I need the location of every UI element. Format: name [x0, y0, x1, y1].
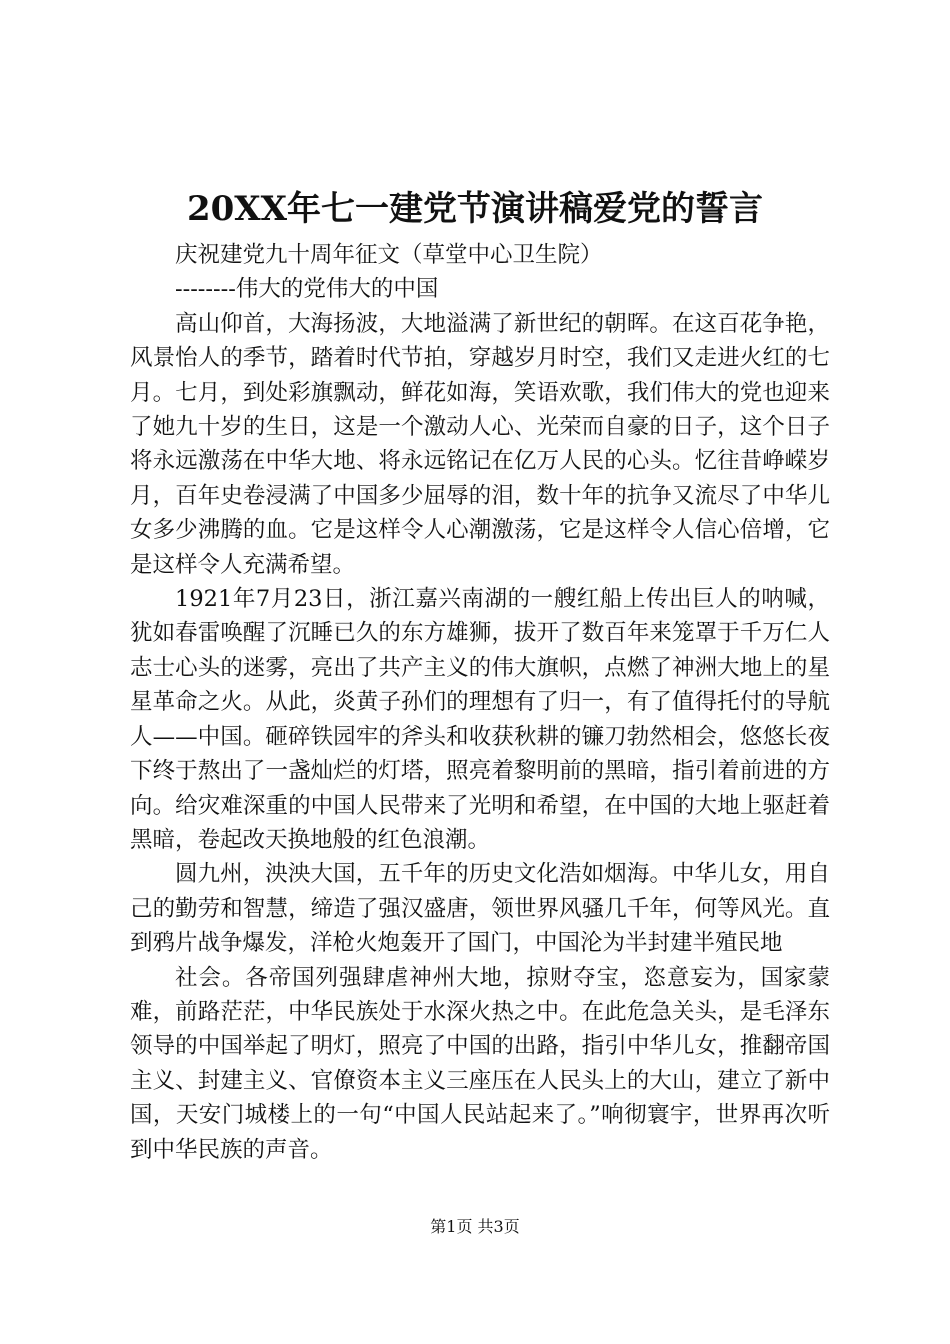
- paragraph: 圆九州，泱泱大国，五千年的历史文化浩如烟海。中华儿女，用自己的勤劳和智慧，缔造了强汉盛唐，领世界风骚几千年，何等风光。直到鸦片战争爆发，洋枪火炮轰开了国门，中国沦为半封建半殖民地: [130, 861, 830, 957]
- paragraph: 1921年7月23日，浙江嘉兴南湖的一艘红船上传出巨人的呐喊，犹如春雷唤醒了沉睡已久的东方雄狮，拔开了数百年来笼罩于千万仁人志士心头的迷雾，亮出了共产主义的伟大旗帜，点燃了神洲大地上的星星革命之火。从此，炎黄子孙们的理想有了归一，有了值得托付的导航人——中国。砸碎铁园牢的斧头和收获秋耕的镰刀勃然相会，悠悠长夜下终于熬出了一盏灿烂的灯塔，照亮着黎明前的黑暗，指引着前进的方向。给灾难深重的中国人民带来了光明和希望，在中国的大地上驱赶着黑暗，卷起改天换地般的红色浪潮。: [130, 586, 830, 853]
- subtitle-line-1: 庆祝建党九十周年征文（草堂中心卫生院）: [175, 242, 603, 268]
- paragraph: 高山仰首，大海扬波，大地溢满了新世纪的朝晖。在这百花争艳，风景怡人的季节，踏着时代节拍，穿越岁月时空，我们又走进火红的七月。七月，到处彩旗飘动，鲜花如海，笑语欢歌，我们伟大的党也迎来了她九十岁的生日，这是一个激动人心、光荣而自豪的日子，这个日子将永远激荡在中华大地、将永远铭记在亿万人民的心头。忆往昔峥嵘岁月，百年史卷浸满了中国多少屈辱的泪，数十年的抗争又流尽了中华儿女多少沸腾的血。它是这样令人心潮激荡，它是这样令人信心倍增，它是这样令人充满希望。: [130, 310, 830, 578]
- page-number: 第1页 共3页: [430, 1217, 520, 1236]
- document-title: 20XX年七一建党节演讲稿爱党的誓言: [186, 189, 764, 229]
- paragraph: 社会。各帝国列强肆虐神州大地，掠财夺宝，恣意妄为，国家蒙难，前路茫茫，中华民族处于水深火热之中。在此危急关头，是毛泽东领导的中国举起了明灯，照亮了中国的出路，指引中华儿女，推翻帝国主义、封建主义、官僚资本主义三座压在人民头上的大山，建立了新中国，天安门城楼上的一句“中国人民站起来了。”响彻寰宇，世界再次听到中华民族的声音。: [130, 964, 830, 1163]
- subtitle-line-2: --------伟大的党伟大的中国: [175, 276, 439, 303]
- document-body: [130, 238, 830, 1167]
